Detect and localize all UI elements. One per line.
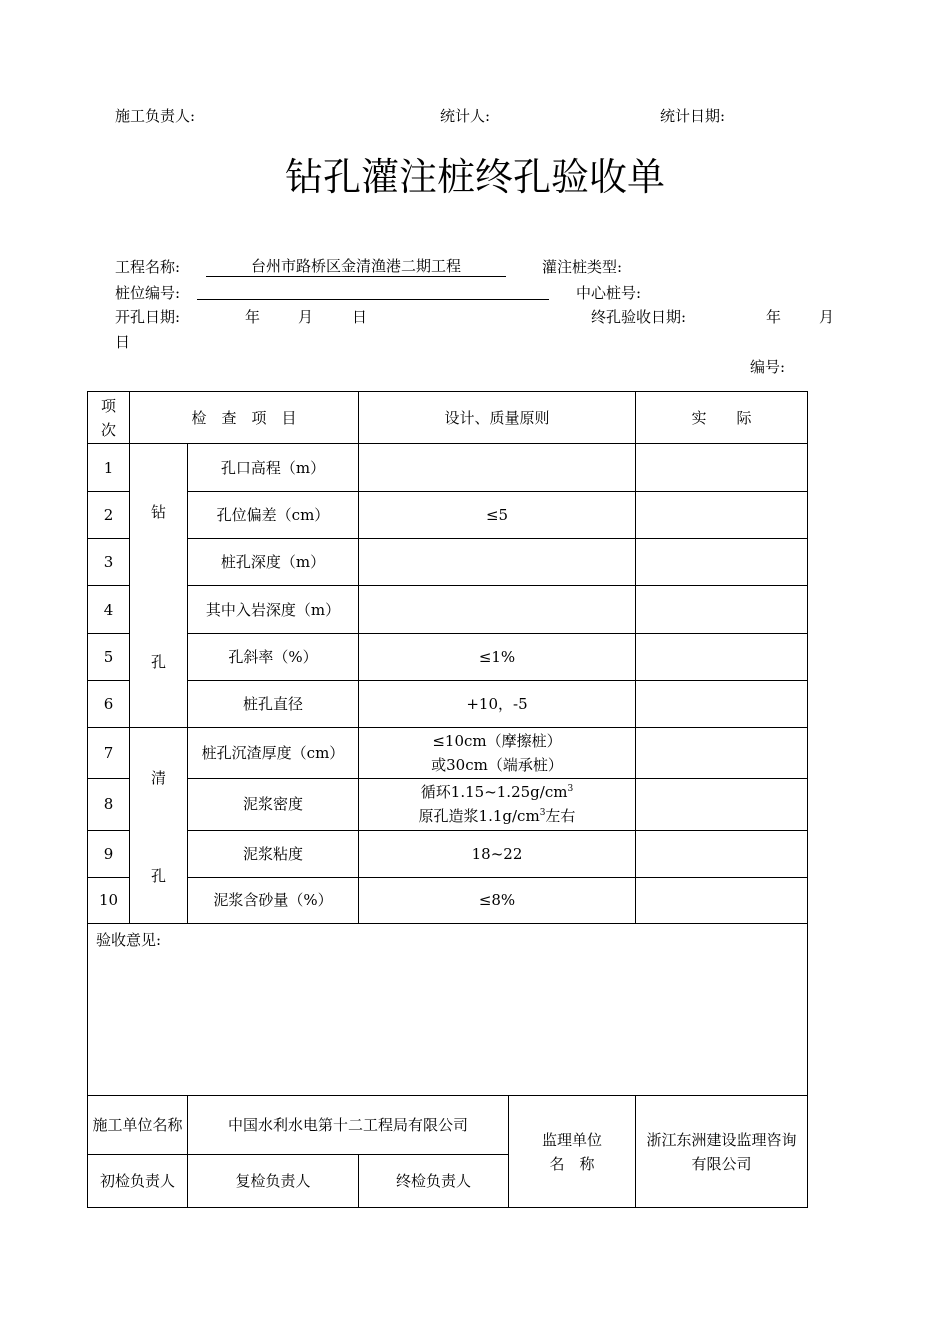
final-check-label: 终检负责人 [359,1155,509,1208]
row-no: 8 [88,779,130,830]
row-no: 7 [88,728,130,779]
pile-position-label: 桩位编号: [115,284,181,302]
row-actual[interactable] [636,877,808,923]
final-day: 日 [115,333,131,351]
row-no: 10 [88,877,130,923]
supervision-unit-value: 浙江东洲建设监理咨询有限公司 [636,1096,808,1208]
construction-manager-label: 施工负责人: [115,107,196,125]
row-actual[interactable] [636,779,808,830]
row-item: 孔斜率（%） [188,633,359,680]
project-name-label: 工程名称: [115,258,181,276]
row-item: 其中入岩深度（m） [188,586,359,633]
row-actual[interactable] [636,586,808,633]
acceptance-opinion[interactable] [88,924,808,1096]
standard-line1: ≤10cm（摩擦桩） [432,732,562,751]
inspection-table [87,391,808,1208]
final-month: 月 [819,308,835,326]
row-standard [359,779,636,830]
start-date-label: 开孔日期: [115,308,181,326]
stat-date-label: 统计日期: [660,107,726,125]
row-standard [359,444,636,492]
group-drill [130,444,188,728]
row-standard: ≤5 [359,492,636,539]
group-drill-char1: 钻 [151,503,167,521]
final-date-label: 终孔验收日期: [591,308,687,326]
re-check-label: 复检负责人 [188,1155,359,1208]
row-actual[interactable] [636,633,808,680]
row-standard [359,728,636,779]
row-standard: ≤8% [359,877,636,923]
supervision-unit-label: 监理单位 名 称 [509,1096,636,1208]
row-no: 6 [88,680,130,727]
row-item: 孔位偏差（cm） [188,492,359,539]
group-drill-char2: 孔 [151,653,167,671]
row-standard: 18~22 [359,830,636,877]
row-no: 1 [88,444,130,492]
standard-line2-suffix: 左右 [545,807,576,826]
statistician-label: 统计人: [440,107,491,125]
row-item: 桩孔深度（m） [188,539,359,586]
project-name-value: 台州市路桥区金清渔港二期工程 [206,256,506,277]
start-month: 月 [298,308,314,326]
final-year: 年 [766,308,782,326]
row-standard [359,586,636,633]
standard-line2: 原孔造浆1.1g/cm [418,807,540,826]
serial-label: 编号: [750,358,786,376]
row-item: 泥浆密度 [188,779,359,830]
row-actual[interactable] [636,728,808,779]
pile-type-label: 灌注桩类型: [542,258,623,276]
group-clean-char2: 孔 [151,867,167,885]
superscript: 3 [539,808,546,819]
row-item: 孔口高程（m） [188,444,359,492]
center-pile-label: 中心桩号: [576,284,642,302]
row-standard [359,539,636,586]
initial-check-label: 初检负责人 [88,1155,188,1208]
group-clean [130,728,188,924]
start-day: 日 [352,308,368,326]
row-item: 桩孔沉渣厚度（cm） [188,728,359,779]
row-no: 3 [88,539,130,586]
row-no: 4 [88,586,130,633]
row-no: 2 [88,492,130,539]
construction-unit-label: 施工单位名称 [88,1096,188,1155]
standard-line1: 循环1.15~1.25g/cm [420,783,568,802]
row-standard: +10，-5 [359,680,636,727]
row-item: 泥浆粘度 [188,830,359,877]
start-year: 年 [245,308,261,326]
construction-unit-value: 中国水利水电第十二工程局有限公司 [188,1096,509,1155]
row-item: 泥浆含砂量（%） [188,877,359,923]
group-clean-char1: 清 [151,769,167,787]
row-no: 5 [88,633,130,680]
pile-position-field [197,282,549,300]
row-actual[interactable] [636,680,808,727]
row-actual[interactable] [636,539,808,586]
row-no: 9 [88,830,130,877]
header-standard: 设计、质量原则 [359,392,636,444]
page-title: 钻孔灌注桩终孔验收单 [284,155,665,199]
superscript: 3 [567,784,574,795]
acceptance-opinion-label: 验收意见: [96,931,162,949]
header-items: 检 查 项 目 [130,392,359,444]
row-standard: ≤1% [359,633,636,680]
header-actual: 实 际 [636,392,808,444]
row-item: 桩孔直径 [188,680,359,727]
header-seq: 项次 [88,392,130,444]
row-actual[interactable] [636,492,808,539]
standard-line2: 或30cm（端承桩） [431,756,563,775]
row-actual[interactable] [636,830,808,877]
row-actual[interactable] [636,444,808,492]
